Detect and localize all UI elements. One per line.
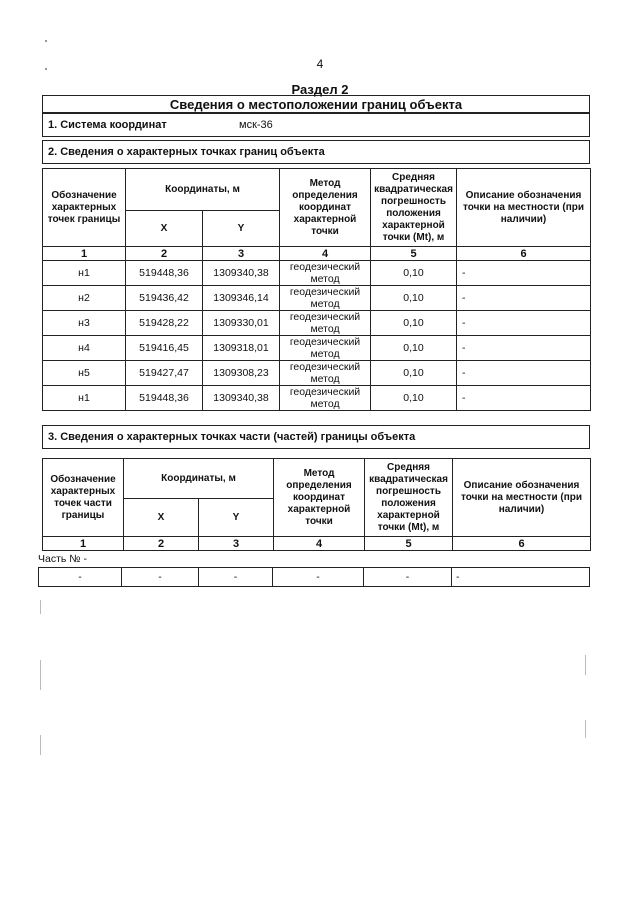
point-description: -	[457, 361, 591, 386]
table-row	[43, 261, 591, 286]
scan-mark	[45, 40, 47, 42]
table-row	[43, 361, 591, 386]
scan-mark	[40, 735, 41, 755]
point-name: н3	[43, 311, 126, 336]
point-method: геодезический метод	[280, 386, 371, 411]
col-number: 6	[457, 247, 591, 261]
header-coordinates: Координаты, м	[126, 169, 280, 211]
point-error: 0,10	[371, 286, 457, 311]
point-y: 1309340,38	[203, 261, 280, 286]
point-error: 0,10	[371, 361, 457, 386]
empty-cell: -	[121, 567, 199, 587]
scan-mark	[45, 68, 47, 70]
col-number: 2	[124, 537, 199, 551]
col-number: 5	[371, 247, 457, 261]
scan-mark	[585, 655, 586, 675]
empty-cell: -	[272, 567, 364, 587]
point-method: геодезический метод	[280, 261, 371, 286]
point-error: 0,10	[371, 311, 457, 336]
point-error: 0,10	[371, 261, 457, 286]
main-heading: Сведения о местоположении границ объекта	[42, 95, 590, 113]
point-method: геодезический метод	[280, 336, 371, 361]
scan-mark	[40, 600, 41, 614]
point-description: -	[457, 286, 591, 311]
section2-title: 2. Сведения о характерных точках границ объекта	[42, 140, 590, 164]
point-description: -	[457, 336, 591, 361]
col-number: 1	[43, 247, 126, 261]
point-y: 1309330,01	[203, 311, 280, 336]
point-name: н4	[43, 336, 126, 361]
point-name: н2	[43, 286, 126, 311]
table-row	[43, 286, 591, 311]
point-error: 0,10	[371, 336, 457, 361]
point-x: 519416,45	[126, 336, 203, 361]
point-name: н1	[43, 261, 126, 286]
point-method: геодезический метод	[280, 361, 371, 386]
point-y: 1309308,23	[203, 361, 280, 386]
header-y: Y	[203, 211, 280, 247]
point-method: геодезический метод	[280, 286, 371, 311]
point-method: геодезический метод	[280, 311, 371, 336]
header-designation: Обозначение характерных точек границы	[43, 169, 126, 247]
point-x: 519436,42	[126, 286, 203, 311]
empty-cell: -	[363, 567, 452, 587]
header-error: Средняя квадратическая погрешность положения характерной точки (Mt), м	[365, 459, 453, 537]
table-row	[43, 311, 591, 336]
point-error: 0,10	[371, 386, 457, 411]
point-x: 519448,36	[126, 386, 203, 411]
point-x: 519448,36	[126, 261, 203, 286]
col-number: 3	[199, 537, 274, 551]
section-title: Раздел 2	[291, 82, 349, 97]
table-row	[43, 336, 591, 361]
col-number: 6	[453, 537, 591, 551]
header-x: X	[126, 211, 203, 247]
point-name: н1	[43, 386, 126, 411]
col-number: 1	[43, 537, 124, 551]
point-name: н5	[43, 361, 126, 386]
section3-title: 3. Сведения о характерных точках части (частей) границы объекта	[42, 425, 590, 449]
empty-cell: -	[451, 567, 590, 587]
part-points-table	[42, 458, 591, 551]
header-error: Средняя квадратическая погрешность положения характерной точки (Mt), м	[371, 169, 457, 247]
coordinate-system-row	[42, 113, 590, 137]
coordinate-system-value: мск-36	[239, 119, 273, 131]
col-number: 2	[126, 247, 203, 261]
point-description: -	[457, 261, 591, 286]
point-y: 1309340,38	[203, 386, 280, 411]
header-designation: Обозначение характерных точек части границы	[43, 459, 124, 537]
point-description: -	[457, 311, 591, 336]
point-description: -	[457, 386, 591, 411]
col-number: 4	[274, 537, 365, 551]
coordinate-system-label: 1. Система координат	[48, 119, 167, 131]
table-row	[43, 386, 591, 411]
header-x: X	[124, 499, 199, 537]
header-y: Y	[199, 499, 274, 537]
scan-mark	[585, 720, 586, 738]
point-y: 1309346,14	[203, 286, 280, 311]
empty-cell: -	[198, 567, 273, 587]
header-description: Описание обозначения точки на местности (при наличии)	[453, 459, 591, 537]
col-number: 4	[280, 247, 371, 261]
col-number: 3	[203, 247, 280, 261]
point-y: 1309318,01	[203, 336, 280, 361]
header-method: Метод определения координат характерной точки	[274, 459, 365, 537]
boundary-points-table	[42, 168, 591, 411]
scan-mark	[40, 660, 41, 690]
empty-cell: -	[38, 567, 122, 587]
point-x: 519427,47	[126, 361, 203, 386]
part-number-label: Часть № -	[38, 553, 87, 565]
point-x: 519428,22	[126, 311, 203, 336]
col-number: 5	[365, 537, 453, 551]
part-number-row	[38, 551, 590, 568]
header-method: Метод определения координат характерной точки	[280, 169, 371, 247]
header-description: Описание обозначения точки на местности (при наличии)	[457, 169, 591, 247]
page-number: 4	[316, 57, 324, 71]
header-coordinates: Координаты, м	[124, 459, 274, 499]
empty-part-row	[38, 567, 590, 587]
